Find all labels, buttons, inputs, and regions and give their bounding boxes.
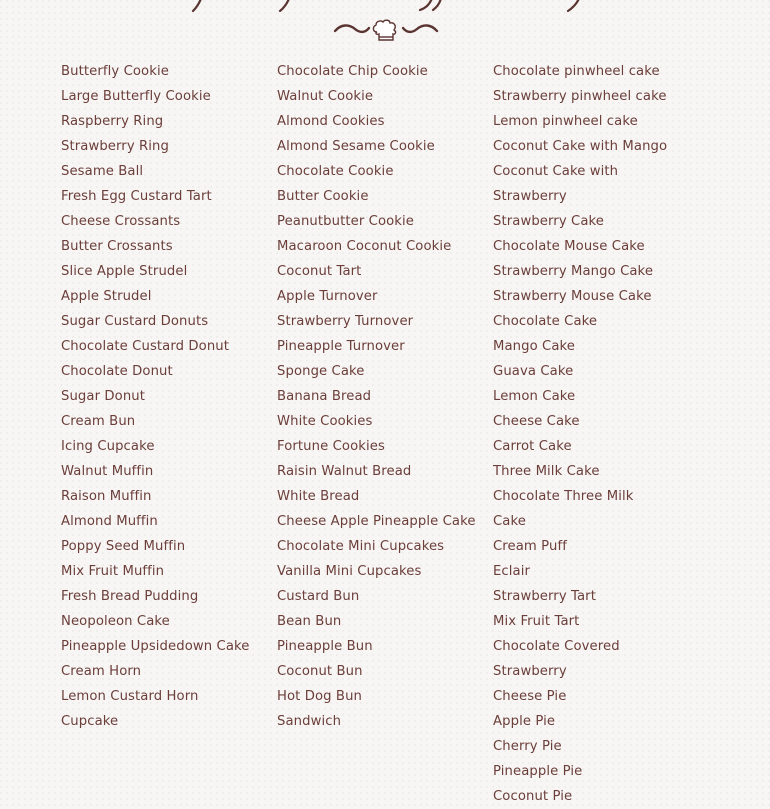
menu-item: Pineapple Bun bbox=[277, 639, 373, 654]
menu-item: Chocolate Chip Cookie bbox=[277, 64, 428, 79]
menu-item: Sponge Cake bbox=[277, 364, 365, 379]
menu-item: Cheese Pie bbox=[493, 689, 567, 704]
menu-item: Chocolate pinwheel cake bbox=[493, 64, 660, 79]
menu-item: Guava Cake bbox=[493, 364, 574, 379]
menu-item: Slice Apple Strudel bbox=[61, 264, 188, 279]
menu-item: Bean Bun bbox=[277, 614, 342, 629]
menu-item: Cream Horn bbox=[61, 664, 142, 679]
menu-item: Apple Turnover bbox=[277, 289, 378, 304]
menu-item: Chocolate Cookie bbox=[277, 164, 394, 179]
menu-item: Almond Muffin bbox=[61, 514, 158, 529]
menu-item: Sugar Custard Donuts bbox=[61, 314, 209, 329]
menu-item: Coconut Cake with Mango bbox=[493, 139, 668, 154]
menu-item: Cheese Apple Pineapple Cake bbox=[277, 514, 476, 529]
menu-item: Strawberry pinwheel cake bbox=[493, 89, 667, 104]
menu-item: Large Butterfly Cookie bbox=[61, 89, 211, 104]
menu-item: Chocolate Covered Strawberry bbox=[493, 639, 620, 679]
menu-item: Sandwich bbox=[277, 714, 342, 729]
menu-item: Chocolate Donut bbox=[61, 364, 173, 379]
title-descenders-graphic bbox=[0, 0, 770, 12]
menu-item: Custard Bun bbox=[277, 589, 360, 604]
menu-item: Lemon pinwheel cake bbox=[493, 114, 638, 129]
menu-item: Pineapple Upsidedown Cake bbox=[61, 639, 250, 654]
menu-item: Strawberry Ring bbox=[61, 139, 169, 154]
menu-item: Chocolate Cake bbox=[493, 314, 598, 329]
menu-item: Eclair bbox=[493, 564, 531, 579]
menu-item: Raison Muffin bbox=[61, 489, 152, 504]
menu-item: Coconut Bun bbox=[277, 664, 363, 679]
menu-item: Chocolate Mini Cupcakes bbox=[277, 539, 445, 554]
menu-item: Fortune Cookies bbox=[277, 439, 385, 454]
menu-item: White Cookies bbox=[277, 414, 373, 429]
menu-item: Walnut Muffin bbox=[61, 464, 154, 479]
menu-item: Lemon Cake bbox=[493, 389, 576, 404]
menu-column-2 bbox=[277, 59, 477, 734]
menu-item: Mango Cake bbox=[493, 339, 576, 354]
ornamental-divider bbox=[333, 18, 439, 44]
menu-item: Fresh Bread Pudding bbox=[61, 589, 199, 604]
menu-item: Chocolate Custard Donut bbox=[61, 339, 230, 354]
menu-item: Peanutbutter Cookie bbox=[277, 214, 415, 229]
menu-item: Almond Sesame Cookie bbox=[277, 139, 435, 154]
menu-item: Icing Cupcake bbox=[61, 439, 155, 454]
menu-item: Sugar Donut bbox=[61, 389, 146, 404]
menu-column-3 bbox=[493, 59, 669, 809]
menu-item: Butter Cookie bbox=[277, 189, 369, 204]
menu-item: Macaroon Coconut Cookie bbox=[277, 239, 452, 254]
menu-item: Sesame Ball bbox=[61, 164, 144, 179]
menu-item: Vanilla Mini Cupcakes bbox=[277, 564, 422, 579]
menu-item: Strawberry Cake bbox=[493, 214, 604, 229]
menu-item: Almond Cookies bbox=[277, 114, 385, 129]
menu-item: Banana Bread bbox=[277, 389, 372, 404]
menu-item: Butterfly Cookie bbox=[61, 64, 169, 79]
menu-item: Strawberry Mango Cake bbox=[493, 264, 654, 279]
menu-item: Hot Dog Bun bbox=[277, 689, 362, 704]
menu-item: Lemon Custard Horn bbox=[61, 689, 199, 704]
menu-item: Cupcake bbox=[61, 714, 119, 729]
menu-item: Apple Pie bbox=[493, 714, 556, 729]
menu-item: Strawberry Mouse Cake bbox=[493, 289, 652, 304]
menu-item: Raspberry Ring bbox=[61, 114, 164, 129]
menu-item: Strawberry Turnover bbox=[277, 314, 414, 329]
menu-item: Raisin Walnut Bread bbox=[277, 464, 412, 479]
menu-item: Three Milk Cake bbox=[493, 464, 600, 479]
menu-column-1 bbox=[61, 59, 261, 734]
menu-item: Apple Strudel bbox=[61, 289, 152, 304]
menu-item: Cheese Crossants bbox=[61, 214, 181, 229]
menu-item: Coconut Tart bbox=[277, 264, 362, 279]
menu-item: Butter Crossants bbox=[61, 239, 173, 254]
menu-item: Neopoleon Cake bbox=[61, 614, 170, 629]
menu-item: Strawberry Tart bbox=[493, 589, 596, 604]
menu-item: Mix Fruit Tart bbox=[493, 614, 580, 629]
menu-item: Pineapple Pie bbox=[493, 764, 583, 779]
menu-item: Fresh Egg Custard Tart bbox=[61, 189, 212, 204]
menu-item: White Bread bbox=[277, 489, 360, 504]
menu-item: Mix Fruit Muffin bbox=[61, 564, 165, 579]
menu-item: Cream Puff bbox=[493, 539, 567, 554]
chef-hat-icon bbox=[333, 18, 439, 44]
menu-item: Poppy Seed Muffin bbox=[61, 539, 186, 554]
menu-item: Coconut Cake with Strawberry bbox=[493, 164, 619, 204]
menu-item: Cream Bun bbox=[61, 414, 136, 429]
section-title-cropped bbox=[0, 0, 770, 12]
menu-item: Cheese Cake bbox=[493, 414, 580, 429]
menu-item: Chocolate Three Milk Cake bbox=[493, 489, 634, 529]
menu-item: Pineapple Turnover bbox=[277, 339, 405, 354]
menu-item: Carrot Cake bbox=[493, 439, 572, 454]
menu-item: Coconut Pie bbox=[493, 789, 573, 804]
menu-item: Chocolate Mouse Cake bbox=[493, 239, 645, 254]
menu-item: Cherry Pie bbox=[493, 739, 562, 754]
menu-item: Walnut Cookie bbox=[277, 89, 374, 104]
